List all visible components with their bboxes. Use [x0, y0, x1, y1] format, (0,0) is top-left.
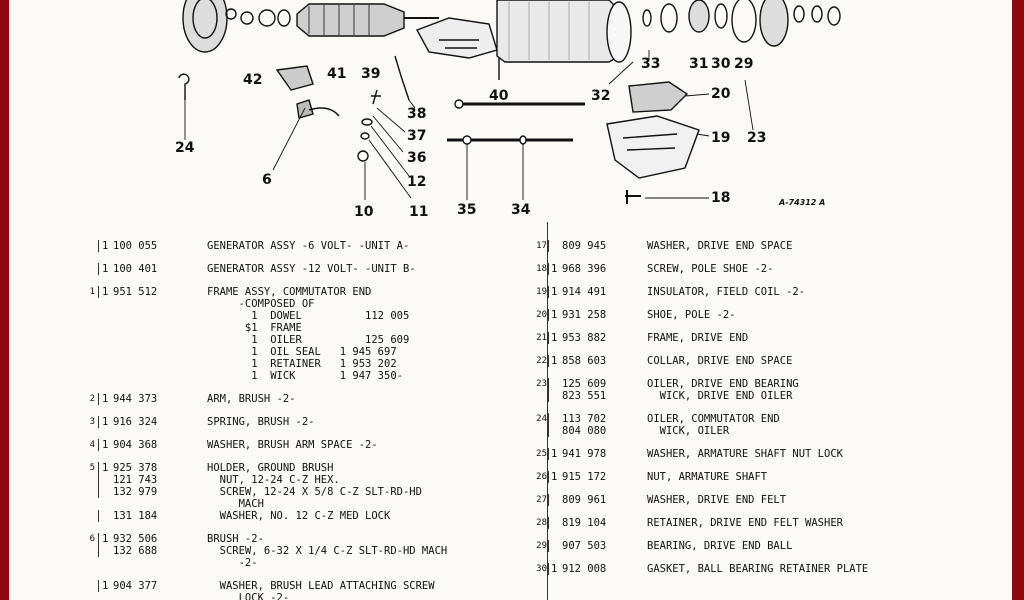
- part-number: 912 008: [562, 563, 607, 575]
- ref-separator: [548, 390, 549, 402]
- part-description: RETAINER, DRIVE END FELT WASHER: [647, 517, 843, 529]
- ref-separator: [98, 416, 99, 428]
- ref-separator: [548, 263, 549, 275]
- part-number: 944 373: [113, 393, 158, 405]
- ref-separator: [98, 240, 99, 252]
- ref-separator: [98, 439, 99, 451]
- part-subline: 1 OIL SEAL 1 945 697: [207, 346, 397, 358]
- part-description: GENERATOR ASSY -12 VOLT- -UNIT B-: [207, 263, 416, 275]
- ref-separator: [98, 580, 99, 592]
- part-ref-number: 18: [536, 264, 547, 274]
- part-number: 931 258: [562, 309, 607, 321]
- callout-label: 41: [327, 66, 347, 82]
- part-ref-number: 23: [536, 379, 547, 389]
- ref-separator: [548, 563, 549, 575]
- callout-label: 24: [175, 140, 195, 156]
- part-description: INSULATOR, FIELD COIL -2-: [647, 286, 806, 298]
- part-description: BRUSH -2-: [207, 533, 264, 545]
- part-description: SPRING, BRUSH -2-: [207, 416, 315, 428]
- part-subline: 1 OILER 125 609: [207, 334, 410, 346]
- ref-separator: [548, 413, 549, 425]
- part-description: HOLDER, GROUND BRUSH: [207, 462, 334, 474]
- part-qty: 1: [102, 580, 109, 592]
- part-qty: 1: [551, 263, 558, 275]
- part-ref-number: 28: [536, 518, 547, 528]
- ref-separator: [98, 486, 99, 498]
- ref-separator: [548, 309, 549, 321]
- part-ref-number: 29: [536, 541, 547, 551]
- callout-label: 29: [734, 56, 754, 72]
- ref-separator: [98, 286, 99, 298]
- part-description: GASKET, BALL BEARING RETAINER PLATE: [647, 563, 869, 575]
- callout-label: 6: [262, 172, 272, 188]
- part-number: 941 978: [562, 448, 607, 460]
- part-number: 968 396: [562, 263, 607, 275]
- part-number: 858 603: [562, 355, 607, 367]
- ref-separator: [98, 510, 99, 522]
- part-number: 132 979: [113, 486, 158, 498]
- callout-label: 19: [711, 130, 731, 146]
- part-number: 131 184: [113, 510, 158, 522]
- part-ref-number: 26: [536, 472, 547, 482]
- ref-separator: [98, 263, 99, 275]
- part-description: NUT, ARMATURE SHAFT: [647, 471, 768, 483]
- ref-separator: [548, 332, 549, 344]
- part-qty: 1: [102, 533, 109, 545]
- part-number: 904 368: [113, 439, 158, 451]
- ref-separator: [548, 425, 549, 437]
- callout-label: 37: [407, 128, 427, 144]
- part-number: 951 512: [113, 286, 158, 298]
- part-number: 914 491: [562, 286, 607, 298]
- part-qty: 1: [102, 416, 109, 428]
- part-number: 907 503: [562, 540, 607, 552]
- ref-separator: [548, 448, 549, 460]
- part-description: WASHER, DRIVE END SPACE: [647, 240, 793, 252]
- ref-separator: [98, 474, 99, 486]
- part-subline: -COMPOSED OF: [207, 298, 315, 310]
- part-ref-number: 24: [536, 414, 547, 424]
- part-ref-number: 20: [536, 310, 547, 320]
- part-number: 915 172: [562, 471, 607, 483]
- part-ref-number: 25: [536, 449, 547, 459]
- callout-label: 12: [407, 174, 427, 190]
- part-ref-number: 1: [89, 287, 95, 297]
- part-subline: 1 WICK 1 947 350-: [207, 370, 403, 382]
- part-description: FRAME, DRIVE END: [647, 332, 749, 344]
- ref-separator: [548, 471, 549, 483]
- exploded-parts-diagram: [9, 0, 1012, 228]
- part-subline: LOCK -2-: [207, 592, 290, 600]
- callout-label: 32: [591, 88, 611, 104]
- part-number: 100 055: [113, 240, 158, 252]
- part-subline: -2-: [207, 557, 258, 569]
- part-description: SHOE, POLE -2-: [647, 309, 736, 321]
- ref-separator: [548, 355, 549, 367]
- part-qty: 1: [551, 286, 558, 298]
- part-number: 125 609: [562, 378, 607, 390]
- part-number: 925 378: [113, 462, 158, 474]
- part-description: WICK, OILER: [647, 425, 730, 437]
- part-subline: 1 RETAINER 1 953 202: [207, 358, 397, 370]
- part-number: 932 506: [113, 533, 158, 545]
- part-description: NUT, 12-24 C-Z HEX.: [207, 474, 340, 486]
- part-qty: 1: [551, 471, 558, 483]
- part-description: WASHER, ARMATURE SHAFT NUT LOCK: [647, 448, 843, 460]
- part-ref-number: 21: [536, 333, 547, 343]
- part-subline: 1 DOWEL 112 005: [207, 310, 410, 322]
- ref-separator: [98, 533, 99, 545]
- callout-label: 35: [457, 202, 477, 218]
- part-description: ARM, BRUSH -2-: [207, 393, 296, 405]
- callout-label: 34: [511, 202, 531, 218]
- part-qty: 1: [551, 332, 558, 344]
- part-description: BEARING, DRIVE END BALL: [647, 540, 793, 552]
- ref-separator: [548, 240, 549, 252]
- part-qty: 1: [551, 355, 558, 367]
- part-qty: 1: [551, 309, 558, 321]
- part-qty: 1: [102, 393, 109, 405]
- part-description: OILER, COMMUTATOR END: [647, 413, 780, 425]
- part-subline: $1 FRAME: [207, 322, 302, 334]
- callout-label: 18: [711, 190, 731, 206]
- callout-label: 31: [689, 56, 709, 72]
- part-description: WASHER, BRUSH ARM SPACE -2-: [207, 439, 378, 451]
- part-qty: 1: [102, 439, 109, 451]
- part-number: 904 377: [113, 580, 158, 592]
- ref-separator: [98, 462, 99, 474]
- figure-id: A-74312 A: [779, 198, 826, 207]
- part-ref-number: 27: [536, 495, 547, 505]
- callout-label: 30: [711, 56, 731, 72]
- part-description: GENERATOR ASSY -6 VOLT- -UNIT A-: [207, 240, 410, 252]
- part-ref-number: 5: [89, 463, 95, 473]
- ref-separator: [548, 540, 549, 552]
- part-ref-number: 19: [536, 287, 547, 297]
- callout-label: 40: [489, 88, 509, 104]
- part-number: 132 688: [113, 545, 158, 557]
- part-description: WASHER, BRUSH LEAD ATTACHING SCREW: [207, 580, 435, 592]
- part-description: COLLAR, DRIVE END SPACE: [647, 355, 793, 367]
- parts-catalog-page: [9, 0, 1012, 600]
- part-ref-number: 30: [536, 564, 547, 574]
- part-ref-number: 22: [536, 356, 547, 366]
- part-number: 100 401: [113, 263, 158, 275]
- part-qty: 1: [102, 240, 109, 252]
- part-ref-number: 17: [536, 241, 547, 251]
- callout-label: 11: [409, 204, 429, 220]
- part-qty: 1: [102, 462, 109, 474]
- callout-label: 39: [361, 66, 381, 82]
- part-description: SCREW, POLE SHOE -2-: [647, 263, 774, 275]
- ref-separator: [98, 545, 99, 557]
- part-ref-number: 6: [89, 534, 95, 544]
- ref-separator: [548, 494, 549, 506]
- ref-separator: [548, 286, 549, 298]
- part-ref-number: 2: [89, 394, 95, 404]
- part-qty: 1: [551, 448, 558, 460]
- ref-separator: [98, 393, 99, 405]
- part-qty: 1: [102, 286, 109, 298]
- part-description: FRAME ASSY, COMMUTATOR END: [207, 286, 372, 298]
- part-number: 121 743: [113, 474, 158, 486]
- ref-separator: [548, 517, 549, 529]
- part-ref-number: 3: [89, 417, 95, 427]
- part-number: 113 702: [562, 413, 607, 425]
- part-number: 823 551: [562, 390, 607, 402]
- part-description: SCREW, 6-32 X 1/4 C-Z SLT-RD-HD MACH: [207, 545, 448, 557]
- part-number: 809 961: [562, 494, 607, 506]
- part-subline: MACH: [207, 498, 264, 510]
- callout-label: 10: [354, 204, 374, 220]
- part-description: OILER, DRIVE END BEARING: [647, 378, 799, 390]
- part-description: SCREW, 12-24 X 5/8 C-Z SLT-RD-HD: [207, 486, 422, 498]
- callout-label: 38: [407, 106, 427, 122]
- callout-label: 33: [641, 56, 661, 72]
- part-number: 819 104: [562, 517, 607, 529]
- part-number: 916 324: [113, 416, 158, 428]
- part-number: 809 945: [562, 240, 607, 252]
- part-description: WICK, DRIVE END OILER: [647, 390, 793, 402]
- callout-label: 42: [243, 72, 263, 88]
- part-ref-number: 4: [89, 440, 95, 450]
- part-number: 804 080: [562, 425, 607, 437]
- callout-label: 36: [407, 150, 427, 166]
- generator-exploded-view-drawing: [9, 0, 1012, 228]
- ref-separator: [548, 378, 549, 390]
- callout-label: 23: [747, 130, 767, 146]
- part-description: WASHER, DRIVE END FELT: [647, 494, 787, 506]
- callout-label: 20: [711, 86, 731, 102]
- part-description: WASHER, NO. 12 C-Z MED LOCK: [207, 510, 391, 522]
- part-qty: 1: [102, 263, 109, 275]
- part-qty: 1: [551, 563, 558, 575]
- part-number: 953 882: [562, 332, 607, 344]
